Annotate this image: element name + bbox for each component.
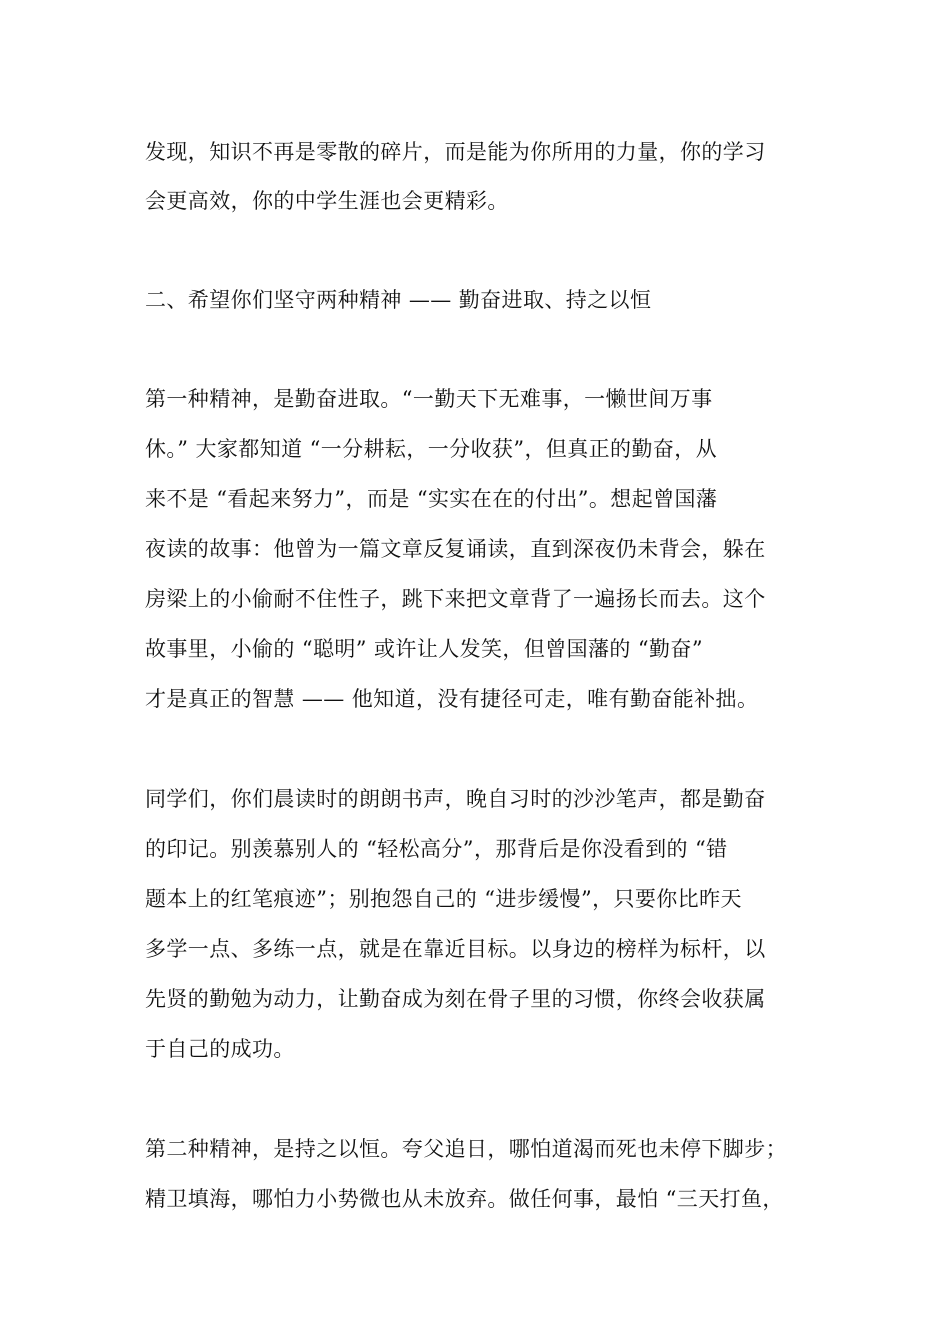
paragraph-line: 发现，知识不再是零散的碎片，而是能为你所用的力量，你的学习 bbox=[145, 140, 766, 164]
paragraph-line: 多学一点、多练一点，就是在靠近目标。以身边的榜样为标杆，以 bbox=[145, 937, 766, 961]
paragraph-line: 来不是 “看起来努力”，而是 “实实在在的付出”。想起曾国藩 bbox=[145, 487, 718, 511]
paragraph-line: 的印记。别羡慕别人的 “轻松高分”，那背后是你没看到的 “错 bbox=[145, 837, 728, 861]
paragraph-line: 夜读的故事：他曾为一篇文章反复诵读，直到深夜仍未背会，躲在 bbox=[145, 537, 766, 561]
section-heading: 二、希望你们坚守两种精神 —— 勤奋进取、持之以恒 bbox=[145, 288, 652, 312]
paragraph-line: 才是真正的智慧 —— 他知道，没有捷径可走，唯有勤奋能补拙。 bbox=[145, 687, 759, 711]
paragraph-line: 第一种精神，是勤奋进取。“一勤天下无难事，一懒世间万事 bbox=[145, 387, 713, 411]
paragraph-line: 会更高效，你的中学生涯也会更精彩。 bbox=[145, 189, 509, 213]
paragraph-line: 题本上的红笔痕迹”；别抱怨自己的 “进步缓慢”，只要你比昨天 bbox=[145, 887, 742, 911]
paragraph-line: 第二种精神，是持之以恒。夸父追日，哪怕道渴而死也未停下脚步； bbox=[145, 1137, 787, 1161]
paragraph-line: 于自己的成功。 bbox=[145, 1037, 295, 1061]
paragraph-line: 房梁上的小偷耐不住性子，跳下来把文章背了一遍扬长而去。这个 bbox=[145, 587, 766, 611]
paragraph-line: 休。” 大家都知道 “一分耕耘，一分收获”，但真正的勤奋，从 bbox=[145, 437, 718, 461]
paragraph-line: 先贤的勤勉为动力，让勤奋成为刻在骨子里的习惯，你终会收获属 bbox=[145, 987, 766, 1011]
paragraph-line: 故事里，小偷的 “聪明” 或许让人发笑，但曾国藩的 “勤奋” bbox=[145, 637, 703, 661]
paragraph-line: 精卫填海，哪怕力小势微也从未放弃。做任何事，最怕 “三天打鱼， bbox=[145, 1187, 784, 1211]
paragraph-line: 同学们，你们晨读时的朗朗书声，晚自习时的沙沙笔声，都是勤奋 bbox=[145, 787, 766, 811]
